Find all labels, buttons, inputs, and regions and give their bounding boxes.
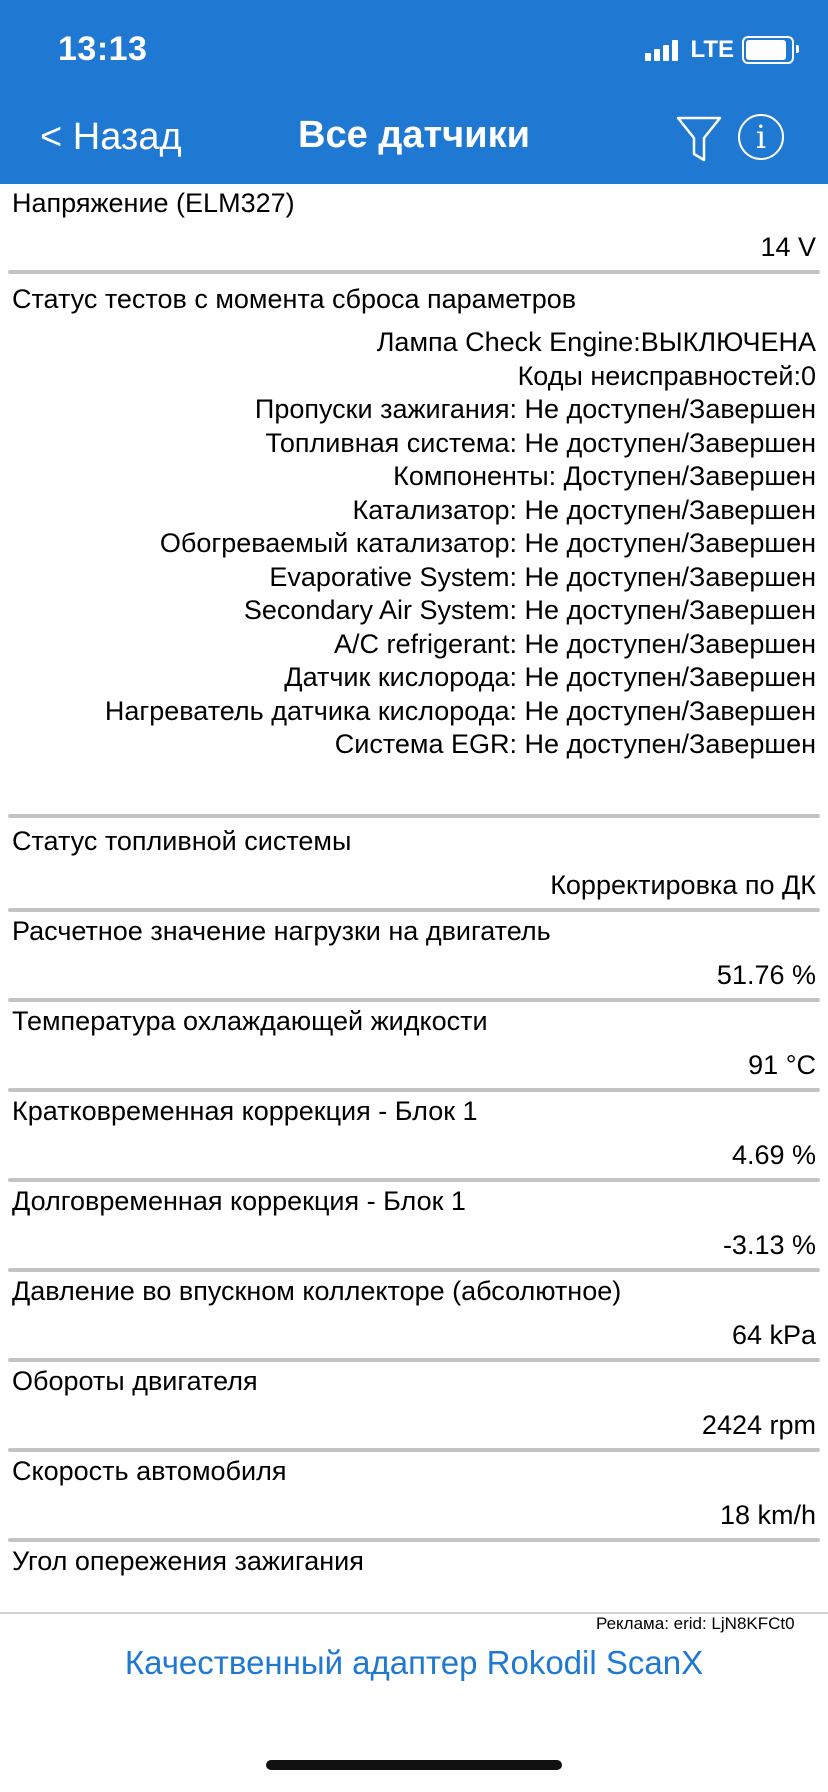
sensor-label: Статус топливной системы — [12, 825, 352, 856]
signal-icon — [645, 39, 678, 61]
sensor-value: 14 V — [760, 232, 816, 262]
sensor-value: -3.13 % — [722, 1229, 816, 1260]
sensor-value: Корректировка по ДК — [550, 869, 816, 900]
network-label: LTE — [690, 36, 734, 63]
page-title: Все датчики — [298, 114, 530, 156]
tests-label: Статус тестов с момента сброса параметров — [12, 284, 577, 314]
sensor-value — [12, 1578, 816, 1588]
sensor-row — [0, 1362, 828, 1442]
tests-line: Компоненты: Доступен/Завершен — [393, 461, 816, 491]
sensor-label: Напряжение (ELM327) — [12, 188, 295, 218]
sensor-value: 64 kPa — [731, 1319, 816, 1350]
sensor-value: 18 km/h — [719, 1499, 816, 1530]
tests-line: Катализатор: Не доступен/Завершен — [352, 494, 816, 525]
tests-line: Evaporative System: Не доступен/Завершен — [269, 561, 816, 592]
header — [0, 0, 828, 184]
sensor-row — [0, 1272, 828, 1352]
sensor-label: Расчетное значение нагрузки на двигатель — [12, 915, 551, 946]
tests-row — [0, 274, 828, 808]
sensor-value: 91 °C — [748, 1049, 816, 1080]
battery-icon — [742, 36, 794, 64]
sensor-row — [0, 818, 828, 902]
tests-line: Обогреваемый катализатор: Не доступен/Завершен — [159, 528, 816, 558]
tests-status-list — [12, 316, 816, 762]
tests-line: A/C refrigerant: Не доступен/Завершен — [333, 628, 816, 659]
filter-icon[interactable] — [676, 114, 722, 166]
sensor-label: Кратковременная коррекция - Блок 1 — [12, 1095, 478, 1126]
sensor-row — [0, 912, 828, 992]
sensor-row — [0, 184, 828, 264]
sensor-label: Скорость автомобиля — [12, 1455, 287, 1486]
sensor-value: 4.69 % — [731, 1139, 816, 1170]
tests-line: Коды неисправностей:0 — [517, 360, 816, 391]
sensor-row — [0, 1542, 828, 1588]
sensor-label: Обороты двигателя — [12, 1365, 258, 1396]
sensor-list[interactable] — [0, 184, 828, 1614]
sensor-row — [0, 1092, 828, 1172]
tests-line: Нагреватель датчика кислорода: Не доступен/Завершен — [104, 695, 816, 726]
sensor-label: Температура охлаждающей жидкости — [12, 1005, 488, 1036]
status-time: 13:13 — [58, 30, 148, 68]
tests-line: Датчик кислорода: Не доступен/Завершен — [284, 662, 816, 692]
sensor-row — [0, 1452, 828, 1532]
sensor-value: 51.76 % — [716, 959, 816, 990]
info-icon[interactable]: i — [738, 114, 784, 160]
status-icons — [645, 36, 794, 64]
sensor-value: 2424 rpm — [701, 1409, 816, 1440]
tests-line: Пропуски зажигания: Не доступен/Завершен — [254, 394, 816, 424]
sensor-row — [0, 1182, 828, 1262]
tests-line: Система EGR: Не доступен/Завершен — [334, 729, 816, 759]
tests-line: Secondary Air System: Не доступен/Завершен — [243, 595, 816, 625]
tests-line: Лампа Check Engine:ВЫКЛЮЧЕНА — [376, 327, 816, 357]
sensor-label: Долговременная коррекция - Блок 1 — [12, 1185, 466, 1216]
sensor-row — [0, 1002, 828, 1082]
sensor-label: Давление во впускном коллекторе (абсолютное) — [12, 1275, 622, 1306]
home-indicator — [266, 1760, 562, 1770]
sensor-label: Угол опережения зажигания — [12, 1545, 364, 1576]
ad-link[interactable]: Качественный адаптер Rokodil ScanX — [124, 1644, 704, 1681]
tests-line: Топливная система: Не доступен/Завершен — [265, 427, 816, 458]
ad-label: Реклама: erid: LjN8KFCt0 — [596, 1614, 795, 1633]
back-button[interactable]: < Назад — [40, 116, 182, 158]
